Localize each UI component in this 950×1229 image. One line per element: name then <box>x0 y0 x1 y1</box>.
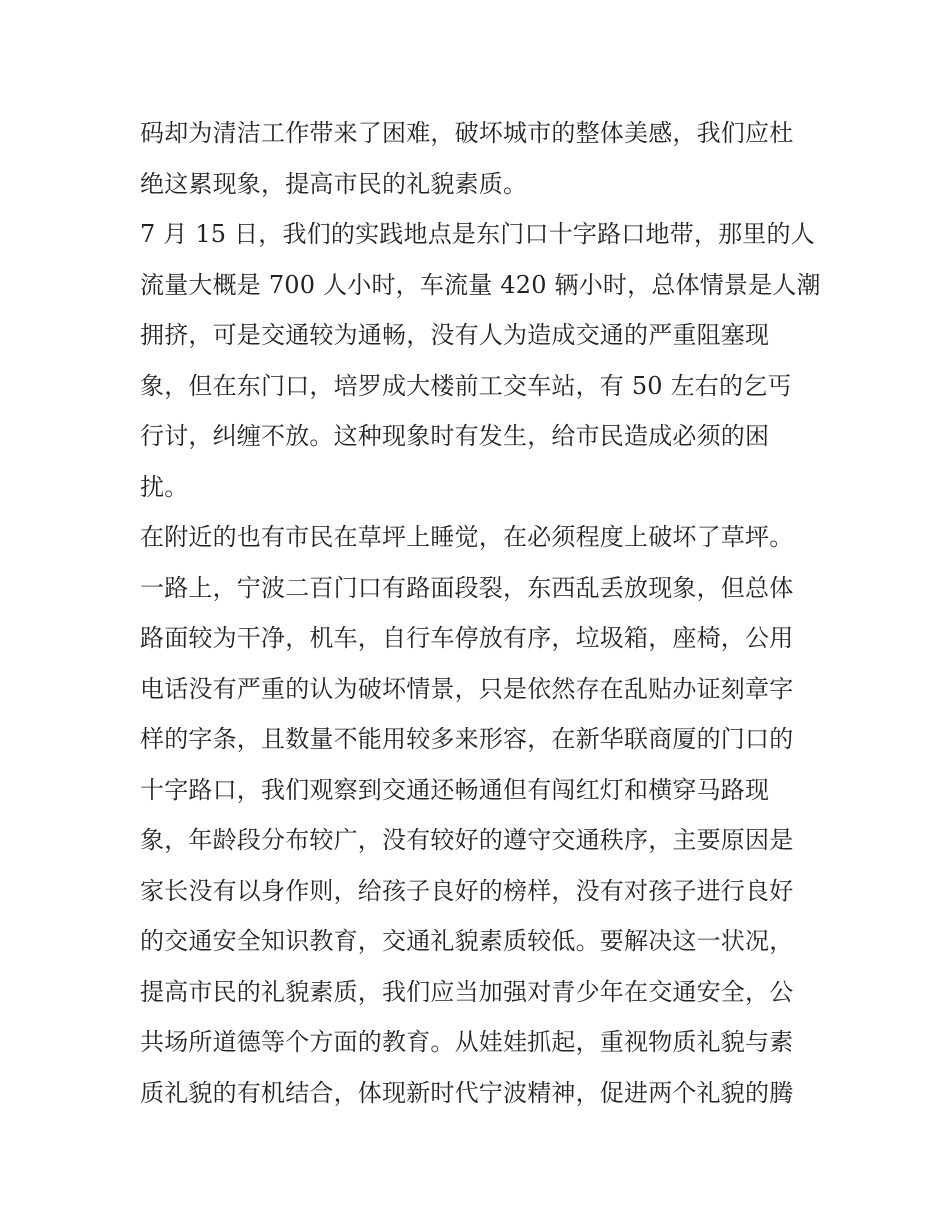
text-line: 一路上，宁波二百门口有路面段裂，东西乱丢放现象，但总体 <box>140 573 794 602</box>
text-line: 拥挤，可是交通较为通畅，没有人为造成交通的严重阻塞现 <box>140 321 770 349</box>
text-line: 路面较为干净，机车，自行车停放有序，垃圾箱，座椅，公用 <box>140 624 794 652</box>
text-line: 象，年龄段分布较广，没有较好的遵守交通秩序，主要原因是 <box>140 826 794 854</box>
text-line: 象，但在东门口，培罗成大楼前工交车站，有 50 左右的乞丐 <box>140 371 792 400</box>
text-line: 共场所道德等个方面的教育。从娃娃抓起，重视物质礼貌与素 <box>140 1028 794 1056</box>
text-line: 家长没有以身作则，给孩子良好的榜样，没有对孩子进行良好 <box>140 876 794 905</box>
text-line: 提高市民的礼貌素质，我们应当加强对青少年在交通安全，公 <box>140 977 794 1006</box>
text-line: 7 月 15 日，我们的实践地点是东门口十字路口地带，那里的人 <box>140 220 815 248</box>
text-line: 绝这累现象，提高市民的礼貌素质。 <box>140 169 528 198</box>
text-line: 质礼貌的有机结合，体现新时代宁波精神，促进两个礼貌的腾 <box>140 1078 794 1107</box>
body-text <box>140 108 820 1118</box>
text-line: 流量大概是 700 人小时，车流量 420 辆小时，总体情景是人潮 <box>140 270 821 299</box>
text-line: 行讨，纠缠不放。这种现象时有发生，给市民造成必须的困 <box>140 422 770 450</box>
text-line: 电话没有严重的认为破坏情景，只是依然存在乱贴办证刻章字 <box>140 674 794 703</box>
text-line: 码却为清洁工作带来了困难，破坏城市的整体美感，我们应杜 <box>140 119 794 147</box>
text-line: 十字路口，我们观察到交通还畅通但有闯红灯和横穿马路现 <box>140 775 770 804</box>
text-line: 在附近的也有市民在草坪上睡觉，在必须程度上破坏了草坪。 <box>140 523 794 551</box>
text-line: 扰。 <box>140 472 189 501</box>
text-line: 样的字条，且数量不能用较多来形容，在新华联商厦的门口的 <box>140 725 794 753</box>
text-line: 的交通安全知识教育，交通礼貌素质较低。要解决这一状况， <box>140 927 794 955</box>
